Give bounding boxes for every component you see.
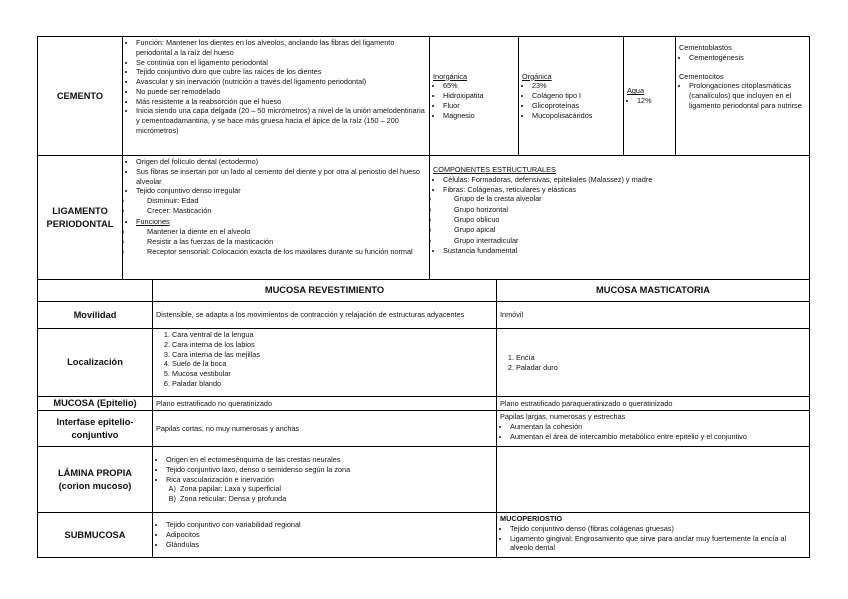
list-item: A. Zona papilar: Laxa y superficial — [180, 484, 493, 494]
list-item: • Se continúa con el ligamento periodontal — [136, 58, 426, 68]
list-item: • Fluor — [443, 101, 515, 111]
list-item: 2. Paladar duro — [516, 363, 806, 373]
localizacion-rev — [152, 329, 496, 396]
list-item: • 12% — [637, 96, 672, 106]
lamina-mast — [496, 447, 809, 512]
list-item: 2. Cara interna de los labios — [172, 340, 493, 350]
list-item: o Grupo apical — [442, 225, 806, 235]
componentes-title: COMPONENTES ESTRUCTURALES — [433, 165, 556, 174]
organica-title: Orgánica — [522, 71, 552, 81]
list-item: • Glándulas — [166, 540, 493, 550]
list-item: • Tejido conjuntivo denso (fibras colágenas gruesas) — [510, 524, 806, 534]
list-item: 6. Paladar blando — [172, 379, 493, 389]
list-item: • Colágeno tipo I — [532, 91, 620, 101]
lamina-row — [38, 446, 809, 512]
cemento-bullets — [126, 38, 426, 136]
submucosa-rev — [152, 513, 496, 557]
list-item: • Glicoproteínas — [532, 101, 620, 111]
mucoperiostio-title: MUCOPERIOSTIO — [500, 514, 563, 523]
interfase-label-line2: conjuntivo — [71, 429, 119, 440]
epitelio-row — [38, 396, 809, 410]
list-item: • Mucopolisacáridos — [532, 111, 620, 121]
list-item: o Resistir a las fuerzas de la masticación — [135, 237, 426, 247]
list-item: • Fibras: Colágenas, reticulares y elásticas — [443, 185, 806, 195]
interfase-mast — [496, 411, 809, 446]
list-item: 5. Mucosa vestibular — [172, 369, 493, 379]
interfase-label-line1: Interfase epitelio- — [56, 416, 134, 427]
lamina-label-line1: LÁMINA PROPIA — [57, 467, 133, 478]
mucosa-header-row — [38, 279, 809, 301]
list-item: • Magnesio — [443, 111, 515, 121]
localizacion-row — [38, 328, 809, 396]
list-item: 1. Encía — [516, 353, 806, 363]
study-table — [37, 36, 810, 558]
submucosa-mast — [496, 513, 809, 557]
cemento-inorganica — [429, 37, 518, 155]
ligamento-label — [38, 156, 122, 279]
interfase-row — [38, 410, 809, 446]
ligamento-label-line1: LIGAMENTO — [52, 205, 108, 216]
lamina-rev — [152, 447, 496, 512]
list-item: o Disminuir: Edad — [135, 196, 426, 206]
lamina-label — [38, 447, 152, 512]
list-item: • 23% — [532, 81, 620, 91]
list-item: • Origen en el ectomesénquima de las crestas neurales — [166, 455, 493, 465]
list-item: o Grupo interradicular — [442, 236, 806, 246]
lamina-label-line2: (corion mucoso) — [58, 480, 132, 491]
list-item: • Células: Formadoras, defensivas, epiteliales (Malassez) y madre — [443, 175, 806, 185]
interfase-mast-intro: Papilas largas, numerosas y estrechas — [500, 412, 626, 421]
ligamento-componentes — [429, 156, 809, 279]
list-item: • Aumentan el área de intercambio metabólico entre epitelio y el conjuntivo — [510, 432, 806, 442]
movilidad-rev: Distensible, se adapta a los movimientos de contracción y relajación de estructuras adyacentes — [152, 302, 496, 328]
list-item: o Crecer: Masticación — [135, 206, 426, 216]
cementocitos-title: Cementocitos — [679, 71, 724, 81]
movilidad-label: Movilidad — [73, 309, 117, 320]
cementoblastos-title: Cementoblastos — [679, 43, 732, 52]
cemento-celulas — [675, 37, 809, 155]
interfase-label — [38, 411, 152, 446]
list-item: • Avascular y sin inervación (nutrición a través del ligamento periodontal) — [136, 77, 426, 87]
mucosa-masticatoria-header: MUCOSA MASTICATORIA — [496, 280, 809, 301]
epitelio-label: MUCOSA (Epitelio) — [53, 398, 137, 409]
list-item: • Aumentan la cohesión — [510, 422, 806, 432]
list-item: • Tejido conjuntivo laxo, denso o semidenso según la zona — [166, 465, 493, 475]
list-item: 3. Cara interna de las mejillas — [172, 350, 493, 360]
list-item: • Tejido conjuntivo denso irregular — [136, 186, 426, 196]
cemento-organica — [518, 37, 623, 155]
interfase-rev: Papilas cortas, no muy numerosas y anchas — [152, 411, 496, 446]
list-item: o Grupo de la cresta alveolar — [442, 194, 806, 204]
list-item: o Grupo horizontal — [442, 205, 806, 215]
list-item: • Tejido conjuntivo duro que cubre las raíces de los dientes — [136, 67, 426, 77]
movilidad-row — [38, 301, 809, 328]
localizacion-mast — [496, 329, 809, 396]
cemento-row — [38, 37, 809, 155]
list-item: B. Zona reticular: Densa y profunda — [180, 494, 493, 504]
cemento-agua — [623, 37, 675, 155]
epitelio-rev: Plano estratificado no queratinizado — [152, 397, 496, 410]
list-item: • Inicia siendo una capa delgada (20 – 50 micrómetros) a nivel de la unión amelodentinaria y cementoadamantina, y se hace más gruesa hacia el ápice de la raíz (150 – 200 micrómetros) — [136, 106, 426, 135]
list-item: o Receptor sensorial: Colocación exacta de los maxilares durante su función normal — [135, 247, 426, 257]
ligamento-row — [38, 155, 809, 279]
cemento-label: CEMENTO — [56, 90, 104, 101]
list-item: 1. Cara ventral de la lengua — [172, 330, 493, 340]
list-item: • No puede ser remodelado — [136, 87, 426, 97]
mucosa-revestimiento-header: MUCOSA REVESTIMIENTO — [152, 280, 496, 301]
submucosa-row — [38, 512, 809, 557]
empty-corner — [38, 280, 152, 301]
list-item: • Adipocitos — [166, 530, 493, 540]
list-item: • 65% — [443, 81, 515, 91]
cemento-description — [122, 37, 429, 155]
list-item: • Más resistente a la reabsorción que el hueso — [136, 97, 426, 107]
ligamento-description — [122, 156, 429, 279]
list-item: • Prolongaciones citoplasmáticas (canalículos) que incluyen en el ligamento periodontal para nutrirse — [689, 81, 806, 110]
ligamento-label-line2: PERIODONTAL — [46, 218, 114, 229]
funciones-title: • Funciones — [136, 217, 426, 227]
list-item: • Sus fibras se insertan por un lado al cemento del diente y por otra al periostio del hueso alveolar — [136, 167, 426, 187]
submucosa-label: SUBMUCOSA — [64, 529, 126, 540]
epitelio-mast: Plano estratificado paraqueratinizado o queratinizado — [496, 397, 809, 410]
list-item: • Rica vascularización e inervación — [166, 475, 493, 485]
list-item: • Tejido conjuntivo con variabilidad regional — [166, 520, 493, 530]
list-item: • Hidroxipatita — [443, 91, 515, 101]
list-item: • Ligamento gingival: Engrosamiento que sirve para anclar muy fuertemente la encía al alveolo dental — [510, 534, 806, 554]
inorganica-title: Inorgánica — [433, 71, 468, 81]
list-item: 4. Suelo de la boca — [172, 359, 493, 369]
list-item: • Origen del folículo dental (ectodermo) — [136, 157, 426, 167]
agua-title: Agua — [627, 86, 645, 96]
list-item: • Función: Mantener los dientes en los alveolos, anclando las fibras del ligamento periodontal a la raíz del hueso — [136, 38, 426, 58]
list-item: o Mantener la diente en el alveolo — [135, 227, 426, 237]
localizacion-label: Localización — [67, 357, 123, 368]
list-item: • Cementogénesis — [689, 53, 806, 63]
list-item: o Grupo oblicuo — [442, 215, 806, 225]
movilidad-mast: Inmóvil — [496, 302, 809, 328]
list-item: • Sustancia fundamental — [443, 246, 806, 256]
